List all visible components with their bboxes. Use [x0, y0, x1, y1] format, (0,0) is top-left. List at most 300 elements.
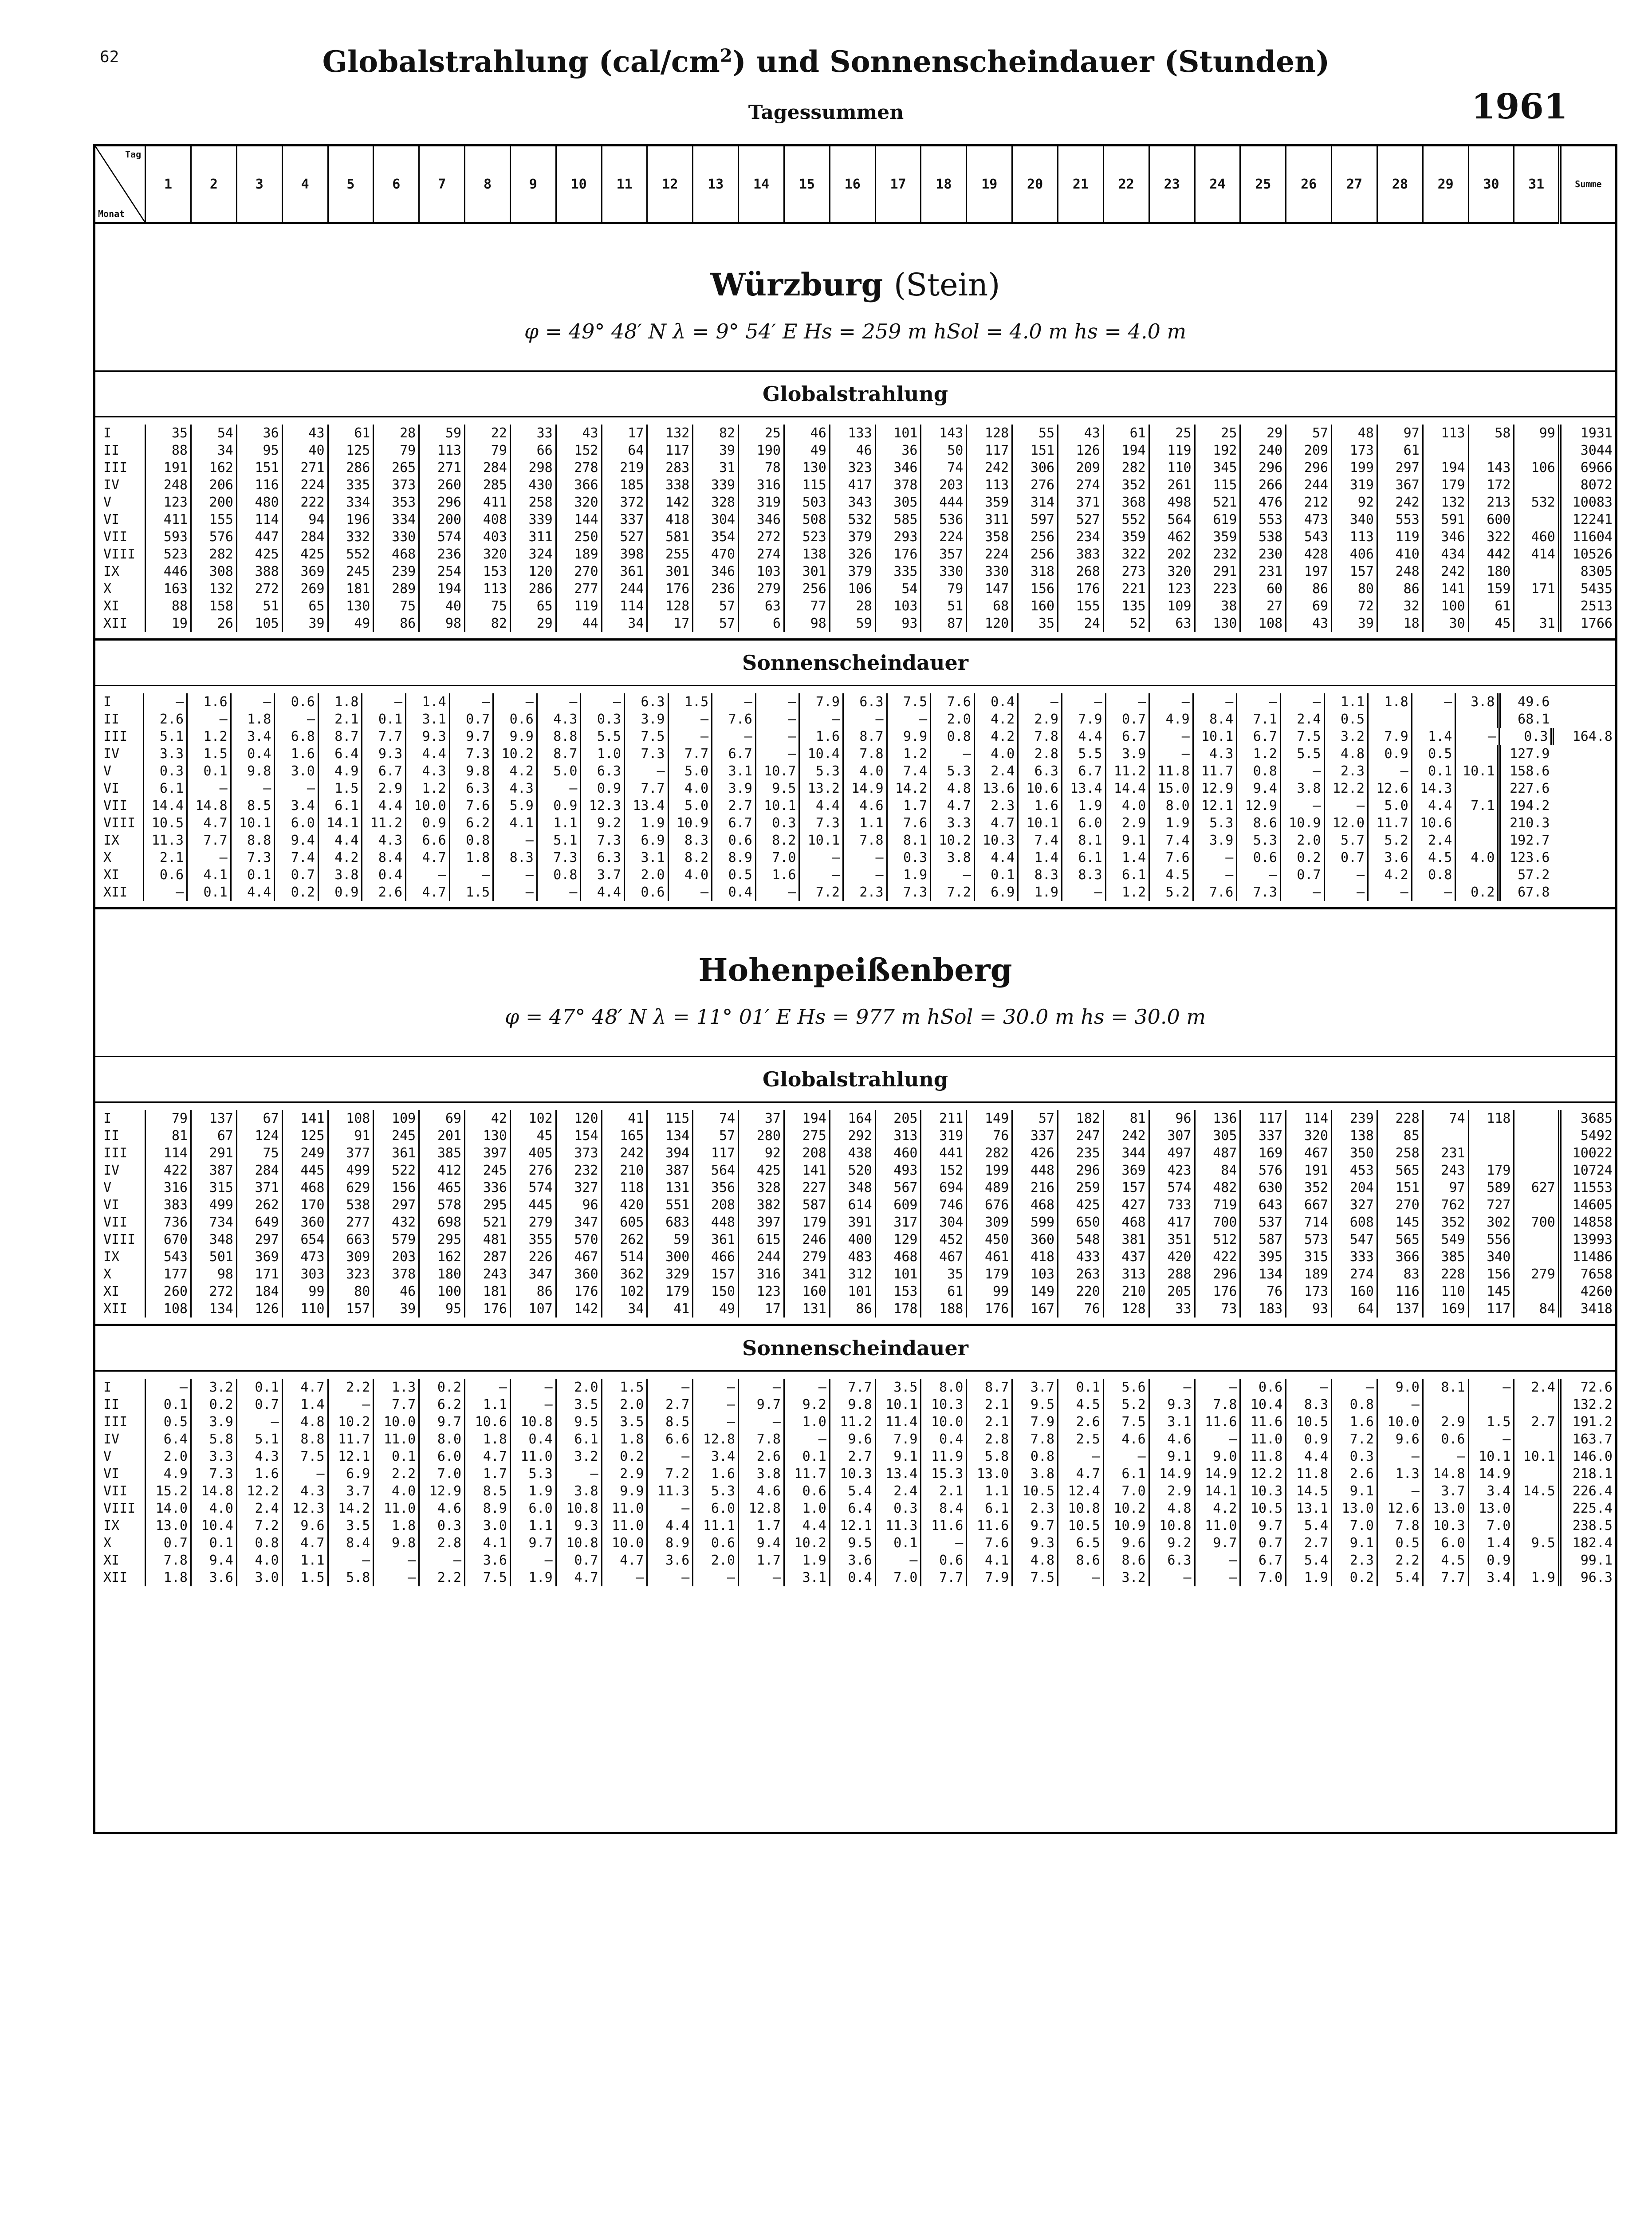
value-cell: 120 [510, 563, 556, 580]
value-cell: 476 [1240, 494, 1286, 511]
data-block [95, 417, 1615, 641]
value-cell: 473 [1286, 511, 1332, 528]
value-cell: 318 [1012, 563, 1058, 580]
value-cell: 9.3 [556, 1517, 602, 1534]
value-cell: 191 [1286, 1162, 1332, 1179]
value-cell: 141 [1423, 580, 1468, 598]
value-cell: 481 [465, 1231, 511, 1248]
value-cell: 270 [556, 563, 602, 580]
value-cell: 110 [282, 1300, 328, 1317]
value-cell: 714 [1286, 1214, 1332, 1231]
value-cell: 410 [1377, 546, 1423, 563]
value-cell: 288 [1149, 1266, 1195, 1283]
value-cell: 113 [967, 476, 1012, 494]
table-row [95, 425, 1615, 442]
value-cell: 2.7 [830, 1448, 875, 1465]
value-cell: 232 [1195, 546, 1240, 563]
value-cell: 1.0 [784, 1413, 830, 1431]
value-cell [1514, 1431, 1560, 1448]
data-block [95, 1103, 1615, 1326]
value-cell: 0.5 [712, 866, 756, 884]
value-cell: 7.3 [799, 814, 843, 832]
value-cell: 8.0 [921, 1379, 967, 1396]
value-cell: 100 [419, 1283, 465, 1300]
value-cell: 0.7 [449, 711, 493, 728]
month-label: VI [103, 1197, 120, 1213]
value-cell: 145 [1377, 1214, 1423, 1231]
value-cell: 211 [921, 1110, 967, 1127]
value-cell: 278 [556, 459, 602, 476]
value-cell: – [1377, 1483, 1423, 1500]
value-cell: 536 [921, 511, 967, 528]
day-header-14: 14 [739, 146, 784, 223]
value-cell: 154 [556, 1127, 602, 1144]
value-cell: 258 [510, 494, 556, 511]
value-cell: 468 [875, 1248, 921, 1266]
value-cell: 7.4 [1018, 832, 1062, 849]
day-header-28: 28 [1377, 146, 1423, 223]
value-cell: 158 [191, 598, 236, 615]
value-cell: 13.0 [967, 1465, 1012, 1483]
value-cell: 340 [1468, 1248, 1514, 1266]
value-cell: – [493, 693, 537, 711]
value-cell: 6.0 [275, 814, 319, 832]
value-cell: 204 [1332, 1179, 1377, 1196]
value-cell: 14.4 [1105, 780, 1149, 797]
value-cell: 7.8 [1195, 1396, 1240, 1413]
data-block [95, 686, 1615, 909]
value-cell: 273 [1103, 563, 1149, 580]
month-label: X [103, 581, 112, 597]
value-cell: 4.9 [146, 1465, 191, 1483]
value-cell: 123 [146, 494, 191, 511]
month-label: V [103, 1180, 112, 1196]
value-cell: 36 [875, 442, 921, 459]
value-cell: 1.9 [1018, 884, 1062, 901]
value-cell: – [1149, 693, 1193, 711]
value-cell: 24 [1058, 615, 1104, 632]
month-label: III [103, 729, 128, 744]
value-cell: 231 [1240, 563, 1286, 580]
value-cell: 314 [1012, 494, 1058, 511]
value-cell: 7.0 [755, 849, 799, 866]
value-cell: 8.6 [1103, 1552, 1149, 1569]
value-cell: – [1149, 728, 1193, 745]
sum-cell: 13993 [1560, 1231, 1615, 1248]
value-cell: 0.2 [1455, 884, 1499, 901]
value-cell: 75 [465, 598, 511, 615]
value-cell: 4.2 [974, 728, 1018, 745]
value-cell: 190 [739, 442, 784, 459]
value-cell: 316 [146, 1179, 191, 1196]
value-cell: 173 [1332, 442, 1377, 459]
value-cell: 25 [1149, 425, 1195, 442]
value-cell: 209 [1058, 459, 1104, 476]
value-cell: 7.9 [1368, 728, 1412, 745]
stations-container [95, 224, 1615, 1593]
value-cell: 9.7 [739, 1396, 784, 1413]
sum-cell: 12241 [1560, 511, 1615, 528]
value-cell: 27 [1240, 598, 1286, 615]
value-cell: 57 [1286, 425, 1332, 442]
value-cell [1514, 1283, 1560, 1300]
value-cell: 107 [510, 1300, 556, 1317]
value-cell: 417 [830, 476, 875, 494]
value-cell: 242 [1423, 563, 1468, 580]
value-cell: 7.5 [887, 693, 931, 711]
value-cell: 250 [556, 528, 602, 546]
value-cell: 6.4 [830, 1500, 875, 1517]
value-cell: – [693, 1379, 739, 1396]
value-cell: 19 [146, 615, 191, 632]
value-cell: 65 [510, 598, 556, 615]
value-cell: 5.0 [537, 763, 581, 780]
value-cell: 319 [921, 1127, 967, 1144]
value-cell: 1.4 [406, 693, 450, 711]
value-cell: 4.4 [974, 849, 1018, 866]
value-cell: 157 [328, 1300, 374, 1317]
value-cell: 11.6 [967, 1517, 1012, 1534]
value-cell: 86 [1377, 580, 1423, 598]
value-cell: 157 [1103, 1179, 1149, 1196]
value-cell: 10.4 [799, 745, 843, 763]
value-cell: – [231, 780, 275, 797]
value-cell: 38 [1195, 598, 1240, 615]
value-cell: 10.2 [931, 832, 975, 849]
value-cell: 385 [1423, 1248, 1468, 1266]
value-cell: 227 [784, 1179, 830, 1196]
value-cell: 4.5 [1058, 1396, 1104, 1413]
value-cell: 10.6 [465, 1413, 511, 1431]
value-cell: 80 [328, 1283, 374, 1300]
value-cell: 7.5 [1280, 728, 1324, 745]
value-cell: 5.0 [1368, 797, 1412, 814]
value-cell: 9.6 [1377, 1431, 1423, 1448]
value-cell: 4.7 [465, 1448, 511, 1465]
value-cell [1423, 1396, 1468, 1413]
value-cell: 0.2 [419, 1379, 465, 1396]
value-cell: 5.1 [236, 1431, 282, 1448]
value-cell: 346 [739, 511, 784, 528]
value-cell: 179 [1423, 476, 1468, 494]
value-cell: 335 [875, 563, 921, 580]
value-cell: 564 [1149, 511, 1195, 528]
value-cell: 205 [1149, 1283, 1195, 1300]
value-cell: 14.0 [146, 1500, 191, 1517]
value-cell: 87 [921, 615, 967, 632]
value-cell: 282 [967, 1144, 1012, 1162]
value-cell: 42 [465, 1110, 511, 1127]
value-cell: 245 [374, 1127, 419, 1144]
value-cell: 7.8 [1012, 1431, 1058, 1448]
value-cell: 1.5 [318, 780, 362, 797]
value-cell: 7.0 [1468, 1517, 1514, 1534]
value-cell: – [755, 884, 799, 901]
value-cell: 124 [236, 1127, 282, 1144]
value-cell: – [1058, 1448, 1104, 1465]
value-cell: 10.0 [1377, 1413, 1423, 1431]
table-row [95, 693, 1615, 711]
value-cell: 578 [419, 1196, 465, 1214]
title-main: Globalstrahlung (cal/cm [322, 44, 720, 79]
value-cell: 0.7 [275, 866, 319, 884]
value-cell: 14.1 [318, 814, 362, 832]
value-cell: 160 [1332, 1283, 1377, 1300]
value-cell: 346 [1423, 528, 1468, 546]
value-cell: 5.2 [1368, 832, 1412, 849]
month-label: IX [103, 1249, 120, 1265]
value-cell: – [739, 1569, 784, 1586]
value-cell: 11.3 [143, 832, 187, 849]
value-cell: 6.3 [843, 693, 887, 711]
value-cell: 102 [510, 1110, 556, 1127]
value-cell: 7.2 [1332, 1431, 1377, 1448]
value-cell [1514, 1396, 1560, 1413]
value-cell: 226 [510, 1248, 556, 1266]
value-cell: 6.0 [1423, 1534, 1468, 1552]
value-cell: 14.8 [191, 1483, 236, 1500]
value-cell: 427 [1103, 1196, 1149, 1214]
value-cell: 3.3 [143, 745, 187, 763]
corner-cell [95, 146, 146, 223]
value-cell: – [328, 1396, 374, 1413]
value-cell: – [1280, 884, 1324, 901]
value-cell: 3.6 [830, 1552, 875, 1569]
value-cell: 0.4 [712, 884, 756, 901]
value-cell: 6.7 [712, 745, 756, 763]
value-cell: 0.8 [1012, 1448, 1058, 1465]
value-cell: 123 [1149, 580, 1195, 598]
month-label: XI [103, 1553, 120, 1568]
value-cell: 296 [1240, 459, 1286, 476]
value-cell: 276 [510, 1162, 556, 1179]
value-cell: 357 [921, 546, 967, 563]
value-cell: 308 [191, 563, 236, 580]
value-cell: 137 [1377, 1300, 1423, 1317]
value-cell: 150 [693, 1283, 739, 1300]
value-cell: – [1193, 693, 1237, 711]
value-cell: 520 [830, 1162, 875, 1179]
month-label: IV [103, 746, 120, 762]
value-cell: – [1468, 1431, 1514, 1448]
value-cell: 10.2 [784, 1534, 830, 1552]
sum-cell: 227.6 [1499, 780, 1552, 797]
value-cell: 199 [1332, 459, 1377, 476]
value-cell: 25 [739, 425, 784, 442]
value-cell: 360 [1012, 1231, 1058, 1248]
value-cell: 8.1 [1062, 832, 1105, 849]
value-cell: 194 [1103, 442, 1149, 459]
value-cell: 1.9 [784, 1552, 830, 1569]
value-cell: 8.0 [419, 1431, 465, 1448]
value-cell: 0.3 [1332, 1448, 1377, 1465]
value-cell: 6.9 [974, 884, 1018, 901]
value-cell: 179 [967, 1266, 1012, 1283]
value-cell: 43 [1286, 615, 1332, 632]
value-cell: 6.1 [318, 797, 362, 814]
value-cell [1514, 1196, 1560, 1214]
value-cell: 6.3 [1018, 763, 1062, 780]
value-cell: 82 [465, 615, 511, 632]
value-cell: 86 [830, 1300, 875, 1317]
value-cell: – [1332, 1379, 1377, 1396]
value-cell: 7.7 [668, 745, 712, 763]
value-cell: 9.7 [449, 728, 493, 745]
value-cell: 306 [1012, 459, 1058, 476]
value-cell: – [843, 711, 887, 728]
value-cell: 2.1 [967, 1396, 1012, 1413]
value-cell: 4.4 [1062, 728, 1105, 745]
value-cell: 245 [465, 1162, 511, 1179]
value-cell: 256 [1012, 528, 1058, 546]
value-cell: 8.3 [1286, 1396, 1332, 1413]
table-row [95, 1500, 1615, 1517]
title-end: ) und Sonnenscheindauer (Stunden) [732, 44, 1330, 79]
value-cell: 480 [236, 494, 282, 511]
value-cell: 203 [374, 1248, 419, 1266]
value-cell: 3.9 [712, 780, 756, 797]
value-cell: 9.3 [1012, 1534, 1058, 1552]
value-cell: – [1237, 693, 1281, 711]
value-cell: 14.5 [1286, 1483, 1332, 1500]
value-cell: 354 [693, 528, 739, 546]
year-label: 1961 [1471, 87, 1568, 127]
value-cell: 445 [510, 1196, 556, 1214]
month-label: VIII [103, 1501, 136, 1516]
value-cell: 567 [875, 1179, 921, 1196]
month-label: IX [103, 1518, 120, 1534]
value-cell: 296 [1058, 1162, 1104, 1179]
value-cell: 359 [1103, 528, 1149, 546]
value-cell: 8.3 [1062, 866, 1105, 884]
table-row [95, 1248, 1615, 1266]
value-cell: 262 [236, 1196, 282, 1214]
station-name-qualifier: (Stein) [893, 267, 1000, 303]
value-cell: 200 [419, 511, 465, 528]
value-cell: – [799, 866, 843, 884]
value-cell: 461 [967, 1248, 1012, 1266]
value-cell: 408 [465, 511, 511, 528]
value-cell: 10.0 [602, 1534, 647, 1552]
value-cell: 13.6 [974, 780, 1018, 797]
table-row [95, 546, 1615, 563]
value-cell: 105 [236, 615, 282, 632]
value-cell: 362 [602, 1266, 647, 1283]
value-cell: 5.0 [668, 763, 712, 780]
value-cell: 9.4 [739, 1534, 784, 1552]
table-row [95, 832, 1615, 849]
value-cell: 84 [1195, 1162, 1240, 1179]
values-table [95, 693, 1615, 901]
value-cell: 0.3 [581, 711, 625, 728]
value-cell: 5.8 [967, 1448, 1012, 1465]
value-cell [1514, 511, 1560, 528]
value-cell: 5.7 [1324, 832, 1368, 849]
value-cell: 143 [921, 425, 967, 442]
value-cell: 552 [1103, 511, 1149, 528]
value-cell: 8.1 [1423, 1379, 1468, 1396]
value-cell: 11.0 [1240, 1431, 1286, 1448]
value-cell: 296 [1286, 459, 1332, 476]
value-cell: 6.0 [693, 1500, 739, 1517]
value-cell: 4.2 [1368, 866, 1412, 884]
value-cell: 156 [1012, 580, 1058, 598]
value-cell: 538 [1240, 528, 1286, 546]
value-cell: 6.4 [146, 1431, 191, 1448]
month-label: VIII [103, 1232, 136, 1247]
value-cell: 3.3 [191, 1448, 236, 1465]
value-cell: 0.1 [231, 866, 275, 884]
value-cell: 1.0 [581, 745, 625, 763]
value-cell: 115 [647, 1110, 693, 1127]
value-cell: 2.9 [362, 780, 406, 797]
value-cell: 74 [1423, 1110, 1468, 1127]
value-cell: 57 [1012, 1110, 1058, 1127]
value-cell: 426 [1012, 1144, 1058, 1162]
sum-cell: 3044 [1560, 442, 1615, 459]
value-cell: 6.3 [581, 849, 625, 866]
value-cell: 0.7 [556, 1552, 602, 1569]
value-cell: 54 [875, 580, 921, 598]
value-cell: 2.4 [236, 1500, 282, 1517]
value-cell: 60 [1240, 580, 1286, 598]
value-cell: 0.4 [510, 1431, 556, 1448]
value-cell: 4.7 [406, 884, 450, 901]
value-cell: 235 [1058, 1144, 1104, 1162]
value-cell: 260 [419, 476, 465, 494]
value-cell: 2.6 [739, 1448, 784, 1465]
month-label: X [103, 1266, 112, 1282]
value-cell: 15.3 [921, 1465, 967, 1483]
value-cell: 9.7 [1012, 1517, 1058, 1534]
value-cell: 328 [693, 494, 739, 511]
sum-cell: 68.1 [1499, 711, 1552, 728]
value-cell: 4.3 [1193, 745, 1237, 763]
value-cell: 3.0 [465, 1517, 511, 1534]
value-cell: 2.1 [921, 1483, 967, 1500]
table-row [95, 459, 1615, 476]
value-cell: 5.3 [799, 763, 843, 780]
sum-cell: 182.4 [1560, 1534, 1615, 1552]
value-cell: 7.8 [843, 832, 887, 849]
value-cell: 411 [465, 494, 511, 511]
value-cell: 34 [602, 1300, 647, 1317]
value-cell: 4.1 [967, 1552, 1012, 1569]
value-cell: 4.0 [191, 1500, 236, 1517]
data-block [95, 1372, 1615, 1593]
value-cell: 587 [1240, 1231, 1286, 1248]
value-cell: 6.1 [143, 780, 187, 797]
value-cell: 1.2 [406, 780, 450, 797]
value-cell: 51 [921, 598, 967, 615]
value-cell: 7.6 [1193, 884, 1237, 901]
value-cell: 41 [602, 1110, 647, 1127]
value-cell: 581 [647, 528, 693, 546]
value-cell: 13.4 [1062, 780, 1105, 797]
value-cell: 64 [1332, 1300, 1377, 1317]
value-cell: 1.9 [510, 1569, 556, 1586]
value-cell: 497 [1149, 1144, 1195, 1162]
value-cell: 379 [830, 528, 875, 546]
value-cell: 63 [1149, 615, 1195, 632]
value-cell: 5.9 [493, 797, 537, 814]
value-cell: 2.1 [318, 711, 362, 728]
sum-cell: 10083 [1560, 494, 1615, 511]
value-cell: – [493, 866, 537, 884]
value-cell: 346 [693, 563, 739, 580]
value-cell: 553 [1240, 511, 1286, 528]
value-cell [1514, 1162, 1560, 1179]
